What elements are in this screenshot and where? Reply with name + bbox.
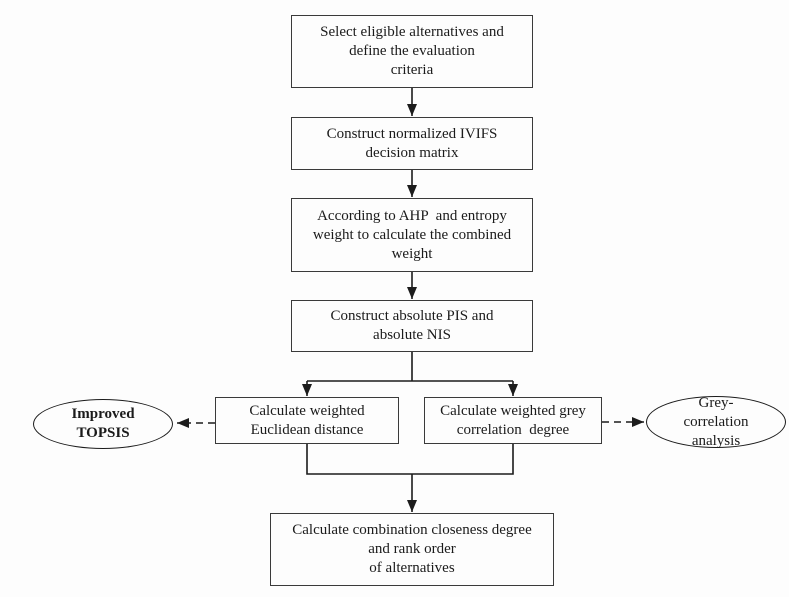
node-combination-closeness-degree-text: Calculate combination closeness degree xyxy=(292,522,532,538)
node-select-alternatives xyxy=(291,15,533,88)
node-improved-topsis-text: TOPSIS xyxy=(76,425,130,441)
node-grey-correlation-analysis-text: Grey- xyxy=(698,394,734,411)
node-absolute-pis-nis-text: Construct absolute PIS and xyxy=(330,308,494,324)
node-grey-correlation-analysis xyxy=(646,396,786,448)
node-combination-closeness-degree-text: of alternatives xyxy=(369,560,455,576)
node-weighted-grey-correlation-degree xyxy=(424,397,602,444)
node-weighted-grey-correlation-degree-text: correlation degree xyxy=(456,421,570,438)
node-improved-topsis-text: Improved xyxy=(71,406,135,422)
node-combination-closeness-degree xyxy=(270,513,554,586)
node-weighted-grey-correlation-degree-text: Calculate weighted grey xyxy=(440,402,586,419)
node-select-alternatives-text: define the evaluation xyxy=(349,43,475,59)
node-grey-correlation-analysis-text: correlation xyxy=(683,413,749,430)
node-combined-weight-text: According to AHP and entropy xyxy=(317,207,507,224)
node-normalized-ivifs-matrix-text: decision matrix xyxy=(365,144,459,161)
node-normalized-ivifs-matrix xyxy=(291,117,533,170)
node-weighted-euclidean-distance xyxy=(215,397,399,444)
node-select-alternatives-text: Select eligible alternatives and xyxy=(320,24,504,40)
node-grey-correlation-analysis-text: analysis xyxy=(691,432,741,449)
node-normalized-ivifs-matrix-text: Construct normalized IVIFS xyxy=(326,125,498,142)
connector-merge-line xyxy=(307,444,513,474)
node-select-alternatives-text: criteria xyxy=(390,62,434,78)
node-weighted-euclidean-distance-text: Euclidean distance xyxy=(250,421,364,438)
node-combined-weight-text: weight xyxy=(391,245,433,262)
connector-split-line xyxy=(307,352,513,381)
node-absolute-pis-nis-text: absolute NIS xyxy=(373,327,451,343)
node-improved-topsis xyxy=(33,399,173,449)
node-combination-closeness-degree-text: and rank order xyxy=(368,541,456,557)
node-weighted-euclidean-distance-text: Calculate weighted xyxy=(249,402,365,419)
node-combined-weight xyxy=(291,198,533,272)
node-absolute-pis-nis xyxy=(291,300,533,352)
node-combined-weight-text: weight to calculate the combined xyxy=(312,226,512,243)
